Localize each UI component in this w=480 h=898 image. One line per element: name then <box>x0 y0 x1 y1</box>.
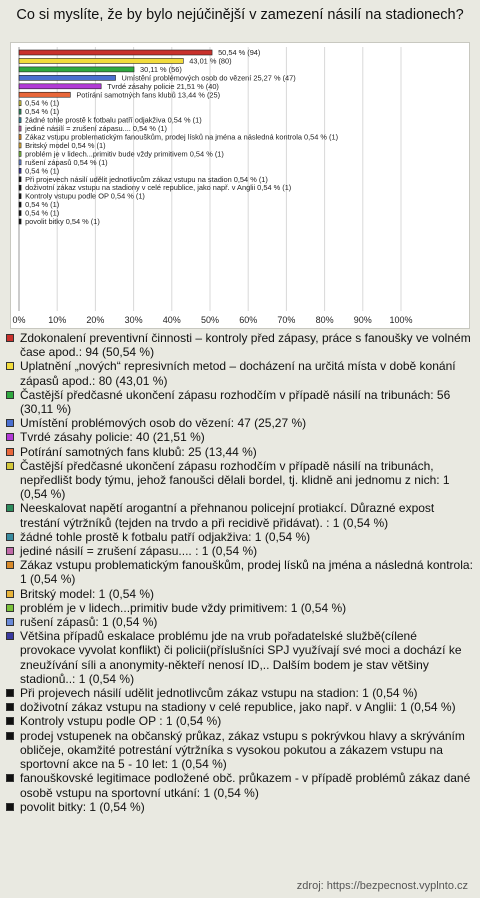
legend-item <box>6 416 474 430</box>
bar-label: 43,01 % (80) <box>189 56 232 66</box>
legend-swatch <box>6 362 14 370</box>
bar <box>19 109 21 114</box>
x-tick-label: 80% <box>315 315 334 325</box>
bar <box>19 67 134 72</box>
legend-swatch <box>6 803 14 811</box>
legend-swatch <box>6 419 14 427</box>
source-credit: zdroj: https://bezpecnost.vyplnto.cz <box>296 880 468 892</box>
bar <box>19 135 21 140</box>
legend-swatch <box>6 448 14 456</box>
legend-item <box>6 359 474 387</box>
legend-text: Tvrdé zásahy policie: 40 (21,51 %) <box>20 430 205 445</box>
legend-text: Uplatnění „nových“ represivních metod – docházení na určitá místa v době konání zápasů apod.: 80 (43,01 %) <box>20 359 456 388</box>
legend-item <box>6 615 474 629</box>
bar-label: 30,11 % (56) <box>140 64 182 74</box>
legend-item <box>6 686 474 700</box>
bar-label: rušení zápasů 0,54 % (1) <box>25 157 108 167</box>
legend-item <box>6 331 474 359</box>
page-title: Co si myslíte, že by bylo nejúčinější v zamezení násilí na stadionech? <box>16 7 464 23</box>
x-tick-label: 30% <box>124 315 143 325</box>
legend-text: Většina případů eskalace problému jde na vrub pořadatelské službě(cílené provokace vyvolat konflikt) či policii(příslušníci SPJ využívají své moci a dochází ke zneužívání síli a anonymity-někteří nenosí ID,.. Dalším bodem je stav většiny stadionů..: 1 (0,54 %) <box>20 629 462 686</box>
bar <box>19 126 21 131</box>
bar-label: 0,54 % (1) <box>25 166 60 176</box>
x-tick-label: 40% <box>162 315 181 325</box>
legend-text: Zdokonalení preventivní činnosti – kontroly před zápasy, práce s fanoušky ve volném čase apod.: 94 (50,54 %) <box>20 331 471 360</box>
bar-label: 0,54 % (1) <box>25 107 60 117</box>
bar <box>19 151 21 156</box>
bar <box>19 177 21 182</box>
legend-text: Britský model: 1 (0,54 %) <box>20 586 155 601</box>
bar-label: 50,54 % (94) <box>218 48 261 57</box>
legend-text: Kontroly vstupu podle OP : 1 (0,54 %) <box>20 714 222 729</box>
bar-label: problém je v lidech...primitiv bude vždy primitivem 0,54 % (1) <box>25 149 224 159</box>
legend-text: problém je v lidech...primitiv bude vždy primitivem: 1 (0,54 %) <box>20 600 347 615</box>
legend-item <box>6 700 474 714</box>
legend-item <box>6 601 474 615</box>
bar <box>19 194 21 199</box>
legend-swatch <box>6 462 14 470</box>
legend-swatch <box>6 391 14 399</box>
bar-label: Při projevech násilí udělit jednotlivcům zákaz vstupu na stadion 0,54 % (1) <box>25 174 268 184</box>
bar <box>19 50 212 55</box>
legend-swatch <box>6 618 14 626</box>
legend-text: jediné násilí = zrušení zápasu.... : 1 (0,54 %) <box>20 544 258 559</box>
legend-text: žádné tohle prostě k fotbalu patří odjakživa: 1 (0,54 %) <box>20 529 311 544</box>
bar-chart <box>11 43 469 328</box>
legend-text: Při projevech násilí udělit jednotlivcům zákaz vstupu na stadion: 1 (0,54 %) <box>20 686 418 701</box>
bar-label: žádné tohle prostě k fotbalu patří odjakživa 0,54 % (1) <box>25 115 202 125</box>
legend-swatch <box>6 632 14 640</box>
x-tick-label: 70% <box>277 315 296 325</box>
legend-item <box>6 445 474 459</box>
legend-text: Umístění problémových osob do vězení: 47 (25,27 %) <box>20 416 307 431</box>
bar <box>19 211 21 216</box>
bar <box>19 185 21 190</box>
x-tick-label: 60% <box>239 315 258 325</box>
legend-text: Zákaz vstupu problematickým fanouškům, prodej lísků na jména a následná kontrola: 1 (0,54 %) <box>20 558 473 587</box>
x-tick-label: 50% <box>200 315 220 325</box>
legend-item <box>6 459 474 502</box>
legend-item <box>6 544 474 558</box>
bar-label: Tvrdé zásahy policie 21,51 % (40) <box>107 81 219 91</box>
legend-swatch <box>6 334 14 342</box>
bar <box>19 143 21 148</box>
bar-label: doživotní zákaz vstupu na stadiony v celé republice, jako např. v Anglii 0,54 % (1) <box>25 183 292 193</box>
x-tick-label: 0% <box>12 315 26 325</box>
legend-item <box>6 729 474 772</box>
legend-item <box>6 558 474 586</box>
legend-text: fanouškovské legitimace podložené obč. průkazem - v případě problémů zákaz dané osobě vstupu na sportovní utkání: 1 (0,54 %) <box>20 771 471 800</box>
bar-label: Kontroly vstupu podle OP 0,54 % (1) <box>25 191 145 201</box>
bar-label: 0,54 % (1) <box>25 98 60 108</box>
bar <box>19 118 21 123</box>
legend-swatch <box>6 533 14 541</box>
legend-text: doživotní zákaz vstupu na stadiony v celé republice, jako např. v Anglii: 1 (0,54 %) <box>20 700 456 715</box>
legend-swatch <box>6 604 14 612</box>
legend-swatch <box>6 689 14 697</box>
legend-item <box>6 530 474 544</box>
bar <box>19 219 21 224</box>
bar-label: Britský model 0,54 % (1) <box>25 140 106 150</box>
legend-swatch <box>6 717 14 725</box>
bar-label: povolit bitky 0,54 % (1) <box>25 217 100 226</box>
bar <box>19 75 116 80</box>
x-tick-label: 10% <box>48 315 67 325</box>
legend-swatch <box>6 561 14 569</box>
legend-item <box>6 388 474 416</box>
legend-swatch <box>6 732 14 740</box>
bar-label: Umístění problémových osob do vězení 25,27 % (47) <box>121 73 296 83</box>
legend-swatch <box>6 433 14 441</box>
bar <box>19 58 183 63</box>
legend-item <box>6 501 474 529</box>
legend-text: rušení zápasů: 1 (0,54 %) <box>20 615 158 630</box>
bar-label: 0,54 % (1) <box>25 208 60 218</box>
bar <box>19 168 21 173</box>
legend-item <box>6 587 474 601</box>
x-tick-label: 20% <box>86 315 105 325</box>
bar <box>19 84 101 89</box>
bar <box>19 202 21 207</box>
legend-swatch <box>6 547 14 555</box>
legend <box>6 331 474 814</box>
legend-text: Častější předčasné ukončení zápasu rozhodčím v případě násilí na tribunách: 56 (30,11 %) <box>20 387 451 417</box>
chart-container <box>10 42 470 329</box>
legend-swatch <box>6 774 14 782</box>
legend-text: povolit bitky: 1 (0,54 %) <box>20 799 145 814</box>
legend-item <box>6 714 474 728</box>
bar-label: Potírání samotných fans klubů 13,44 % (25) <box>76 90 221 100</box>
bar <box>19 92 70 97</box>
bar-label: jediné násilí = zrušení zápasu.... 0,54 % (1) <box>25 124 168 134</box>
legend-item <box>6 800 474 814</box>
legend-item <box>6 771 474 799</box>
legend-item <box>6 430 474 444</box>
legend-item <box>6 629 474 686</box>
bar <box>19 101 21 106</box>
bar <box>19 160 21 165</box>
legend-swatch <box>6 504 14 512</box>
legend-text: prodej vstupenek na občanský průkaz, zákaz vstupu s pokrývkou hlavy a skrýváním obličeje, okamžité potrestání výtržníka s vysokou pokutou a zákazem vstupu na sportovní akce na 5 - 10 let: 1 (0,54 %) <box>20 728 465 772</box>
legend-text: Častější předčasné ukončení zápasu rozhodčím v případě násilí na tribunách, nepředlišt body týmu, jehož fanoušci dělali bordel, tj. klidně ani jednomu z nich: 1 (0,54 %) <box>20 458 450 502</box>
legend-text: Potírání samotných fans klubů: 25 (13,44 %) <box>20 444 257 459</box>
legend-text: Neeskalovat napětí arogantní a přehnanou policejní protiakcí. Důrazné expost trestání výtržníků (tejden na trvdo a při recidivě přidávat). : 1 (0,54 %) <box>20 501 435 530</box>
x-tick-label: 100% <box>389 315 413 325</box>
legend-swatch <box>6 590 14 598</box>
legend-swatch <box>6 703 14 711</box>
x-tick-label: 90% <box>353 315 372 325</box>
bar-label: 0,54 % (1) <box>25 200 60 210</box>
bar-label: Zákaz vstupu problematickým fanouškům, prodej lísků na jména a následná kontrola 0,54 % (1) <box>25 132 339 142</box>
